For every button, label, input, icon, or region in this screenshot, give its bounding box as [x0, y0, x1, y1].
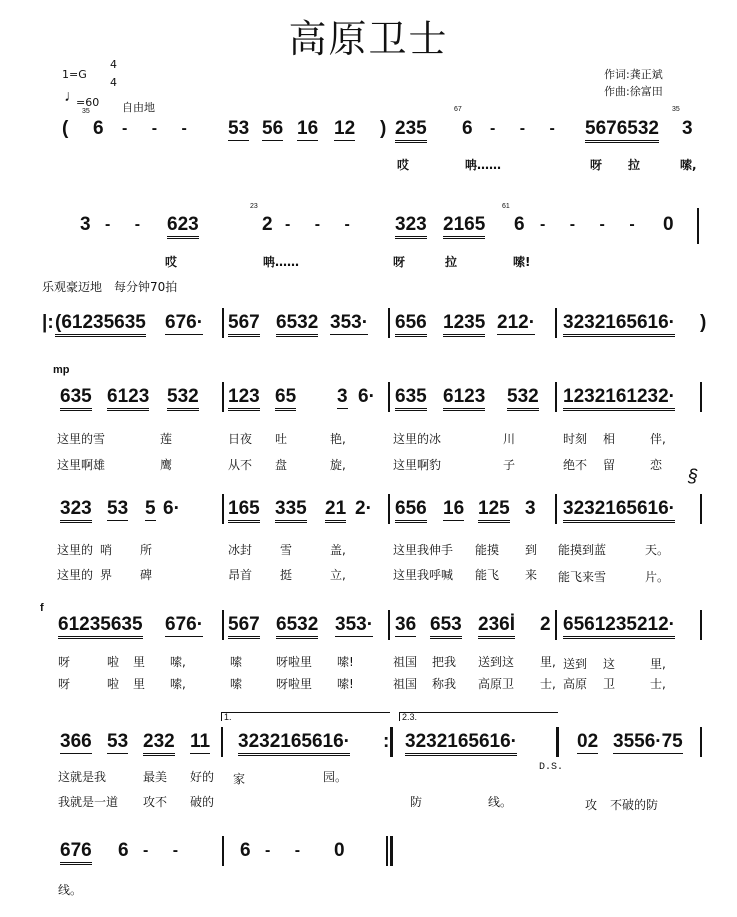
time-sig-bottom: 4 [110, 76, 117, 89]
note: 1232161232· [563, 386, 675, 411]
barline [221, 727, 223, 757]
lyric: 呀 [58, 677, 71, 691]
note: 635 [60, 386, 92, 411]
lyric: 所 [140, 543, 153, 557]
lyric: 嗦! [337, 655, 354, 669]
lyric: 破的 [190, 795, 215, 809]
lyric: 家 [233, 772, 246, 786]
lyric: 到 [525, 543, 538, 557]
note: 3 [525, 498, 536, 519]
lyric: 吐 [275, 432, 288, 446]
note: 653 [430, 614, 462, 639]
lyric: 子 [503, 458, 516, 472]
lyricist: 作词:龚正斌 [604, 68, 663, 81]
lyric: 不破的防 [610, 798, 659, 812]
grace-note: 35 [672, 106, 680, 113]
note: 5676532 [585, 118, 659, 143]
note: 3 [682, 118, 693, 139]
note: - - [143, 842, 189, 859]
note: 165 [228, 498, 260, 523]
barline [222, 610, 224, 640]
lyric: 这里啊雄 [57, 458, 106, 472]
lyric: 祖国 [393, 677, 418, 691]
note: 532 [507, 386, 539, 411]
note: 635 [395, 386, 427, 411]
time-sig-top: 4 [110, 58, 117, 71]
lyric: 呥…… [263, 255, 300, 269]
barline [555, 494, 557, 524]
barline [222, 836, 224, 866]
lyric: 嗦 [230, 677, 243, 691]
note: 567 [228, 614, 260, 639]
segno-icon: § [688, 466, 699, 486]
lyric: 立, [330, 568, 346, 582]
lyric: 恋 [650, 458, 663, 472]
expression-marking: 自由地 [122, 101, 155, 114]
lyric: 拉 [445, 255, 458, 269]
lyric: 相 [603, 432, 616, 446]
note: 12 [334, 118, 356, 139]
grace-note: 23 [250, 203, 258, 210]
lyric: 能飞 [475, 568, 500, 582]
note: 676· [165, 614, 204, 635]
lyric: 盘 [275, 458, 288, 472]
lyric: 呀 [393, 255, 406, 269]
lyric: 线。 [58, 883, 83, 897]
note: 2 [262, 214, 273, 235]
note: 3232165616· [563, 498, 675, 523]
lyric: 留 [603, 458, 616, 472]
barline [697, 208, 699, 244]
final-barline [390, 836, 393, 866]
note: 6 [462, 118, 473, 139]
note: 0 [663, 214, 674, 235]
dal-segno: D.S. [539, 762, 564, 773]
lyric: 从不 [228, 458, 253, 472]
lyric: 这里啊豹 [393, 458, 442, 472]
note: 16 [443, 498, 465, 519]
note: 2165 [443, 214, 485, 239]
lyric: 哎 [397, 158, 410, 172]
lyric: 这里的 [57, 568, 94, 582]
lyric: 士, [540, 677, 556, 691]
lyric: 呀 [58, 655, 71, 669]
note: 6· [163, 498, 180, 519]
lyric: 这里的雪 [57, 432, 106, 446]
lyric: 呀啦里 [276, 655, 313, 669]
lyric: 伴, [650, 432, 666, 446]
note: 323 [395, 214, 427, 239]
barline [388, 610, 390, 640]
song-title: 高原卫士 [288, 17, 449, 61]
note: 3232165616· [238, 731, 350, 756]
lyric: 攻不 [143, 795, 168, 809]
lyric: 嗦! [337, 677, 354, 691]
note: - - [105, 216, 151, 233]
lyric: 攻 [585, 798, 598, 812]
note: 6561235212· [563, 614, 675, 639]
tempo-marking: =60 [76, 96, 100, 109]
lyric: 里, [650, 657, 666, 671]
note: ) [700, 312, 707, 333]
note: 532 [167, 386, 199, 411]
note: ( [62, 118, 69, 139]
lyric: 防 [410, 795, 423, 809]
note: 6 [240, 840, 251, 861]
lyric: 这里的冰 [393, 432, 442, 446]
barline [555, 308, 557, 338]
note: 2· [355, 498, 372, 519]
note: 123 [228, 386, 260, 411]
lyric: 啦 [107, 677, 120, 691]
note: 65 [275, 386, 296, 411]
lyric: 园。 [323, 770, 348, 784]
lyric: 来 [525, 568, 538, 582]
note: 236İ [478, 614, 515, 639]
lyric: 哨 [100, 543, 113, 557]
lyric: 川 [503, 432, 516, 446]
lyric: 鹰 [160, 458, 173, 472]
lyric: 里 [133, 677, 146, 691]
note: 6· [358, 386, 375, 407]
note: 6532 [276, 312, 318, 337]
lyric: 卫 [603, 677, 616, 691]
lyric: 这就是我 [58, 770, 107, 784]
note: 02 [577, 731, 599, 752]
note: 567 [228, 312, 260, 337]
volta-1-label: 1. [224, 712, 232, 722]
lyric: 盖, [330, 543, 346, 557]
note: 232 [143, 731, 175, 756]
note: 323 [60, 498, 92, 523]
lyric: 旋, [330, 458, 346, 472]
barline [222, 382, 224, 412]
note: 3 [337, 386, 348, 407]
lyric: 我就是一道 [58, 795, 119, 809]
note: - - - [285, 216, 360, 233]
lyric: 里, [540, 655, 556, 669]
composer: 作曲:徐富田 [604, 85, 663, 98]
lyric: 片。 [645, 570, 670, 584]
volta-2-bracket [399, 712, 558, 721]
note: ) [380, 118, 387, 139]
lyric: 天。 [645, 543, 670, 557]
lyric: 这里我呼喊 [393, 568, 454, 582]
lyric: 士, [650, 677, 666, 691]
lyric: 这里的 [57, 543, 94, 557]
lyric: 送到这 [478, 655, 515, 669]
lyric: 能飞来雪 [558, 570, 607, 584]
dynamic-mp: mp [53, 364, 70, 376]
lyric: 呀 [590, 158, 603, 172]
quarter-note-icon: ♩ [64, 88, 80, 105]
lyric: 里 [133, 655, 146, 669]
lyric: 冰封 [228, 543, 253, 557]
lyric: 昂首 [228, 568, 253, 582]
lyric: 高原 [563, 677, 588, 691]
note: 676 [60, 840, 92, 865]
lyric: 送到 [563, 657, 588, 671]
lyric: 界 [100, 568, 113, 582]
lyric: 嗦! [513, 255, 531, 269]
note: 36 [395, 614, 417, 635]
note: 3 [80, 214, 91, 235]
note: - - [265, 842, 311, 859]
note: 3556·75 [613, 731, 683, 752]
lyric: 这里我伸手 [393, 543, 454, 557]
volta-2-label: 2.3. [402, 712, 418, 722]
lyric: 拉 [628, 158, 641, 172]
barline [222, 308, 224, 338]
lyric: 嗦, [170, 677, 186, 691]
lyric: 最美 [143, 770, 168, 784]
note: 676· [165, 312, 204, 333]
barline [700, 610, 702, 640]
note: - - - [122, 120, 197, 137]
barline [388, 382, 390, 412]
lyric: 能摸 [475, 543, 500, 557]
grace-note: 67 [454, 106, 462, 113]
note: 6123 [443, 386, 485, 411]
lyric: 能摸到蓝 [558, 543, 607, 557]
note: 656 [395, 498, 427, 523]
key-signature: 1=G [62, 68, 87, 81]
note: 6123 [107, 386, 149, 411]
lyric: 称我 [432, 677, 457, 691]
note: 353· [335, 614, 374, 635]
lyric: 挺 [280, 568, 293, 582]
note: 6 [93, 118, 104, 139]
note: 21 [325, 498, 346, 523]
tempo-instruction: 乐观豪迈地 每分钟70拍 [42, 280, 178, 294]
barline [555, 610, 557, 640]
note: 235 [395, 118, 427, 143]
lyric: 艳, [330, 432, 346, 446]
note: 2 [540, 614, 551, 635]
note: - - - [490, 120, 565, 137]
lyric: 啦 [107, 655, 120, 669]
note: 3232165616· [405, 731, 517, 756]
lyric: 呥…… [465, 158, 502, 172]
barline [700, 494, 702, 524]
note: 5 [145, 498, 156, 519]
repeat-end: : [383, 731, 390, 752]
lyric: 高原卫 [478, 677, 515, 691]
note: 656 [395, 312, 427, 337]
lyric: 把我 [432, 655, 457, 669]
dynamic-f: f [40, 602, 44, 614]
note: 6532 [276, 614, 318, 639]
grace-note: 35 [82, 108, 90, 115]
note: 3232165616· [563, 312, 675, 337]
note: 0 [334, 840, 345, 861]
note: 623 [167, 214, 199, 239]
barline [700, 382, 702, 412]
lyric: 哎 [165, 255, 178, 269]
barline [388, 494, 390, 524]
lyric: 莲 [160, 432, 173, 446]
note: 53 [107, 498, 129, 519]
lyric: 时刻 [563, 432, 588, 446]
note: 335 [275, 498, 307, 523]
note: 353· [330, 312, 369, 333]
barline [700, 727, 702, 757]
volta-1-bracket [221, 712, 390, 721]
note: 53 [107, 731, 129, 752]
lyric: 线。 [488, 795, 513, 809]
barline [222, 494, 224, 524]
barline [390, 727, 393, 757]
note: 56 [262, 118, 284, 139]
lyric: 嗦 [230, 655, 243, 669]
repeat-start: |: [42, 312, 54, 333]
lyric: 呀啦里 [276, 677, 313, 691]
lyric: 绝不 [563, 458, 588, 472]
note: 366 [60, 731, 92, 752]
lyric: 祖国 [393, 655, 418, 669]
note: (61235635 [55, 312, 146, 337]
note: 212· [497, 312, 536, 333]
barline [386, 836, 388, 866]
note: 1235 [443, 312, 485, 337]
lyric: 碑 [140, 568, 153, 582]
double-barline [556, 727, 559, 757]
lyric: 嗦, [680, 158, 697, 172]
barline [388, 308, 390, 338]
note: 61235635 [58, 614, 143, 639]
note: 6 [514, 214, 525, 235]
note: 53 [228, 118, 250, 139]
note: 11 [190, 731, 211, 752]
barline [555, 382, 557, 412]
lyric: 日夜 [228, 432, 253, 446]
lyric: 雪 [280, 543, 293, 557]
grace-note: 61 [502, 203, 510, 210]
note: - - - - [540, 216, 645, 233]
lyric: 嗦, [170, 655, 186, 669]
note: 16 [297, 118, 319, 139]
note: 6 [118, 840, 129, 861]
note: 125 [478, 498, 510, 523]
lyric: 这 [603, 657, 616, 671]
lyric: 好的 [190, 770, 215, 784]
